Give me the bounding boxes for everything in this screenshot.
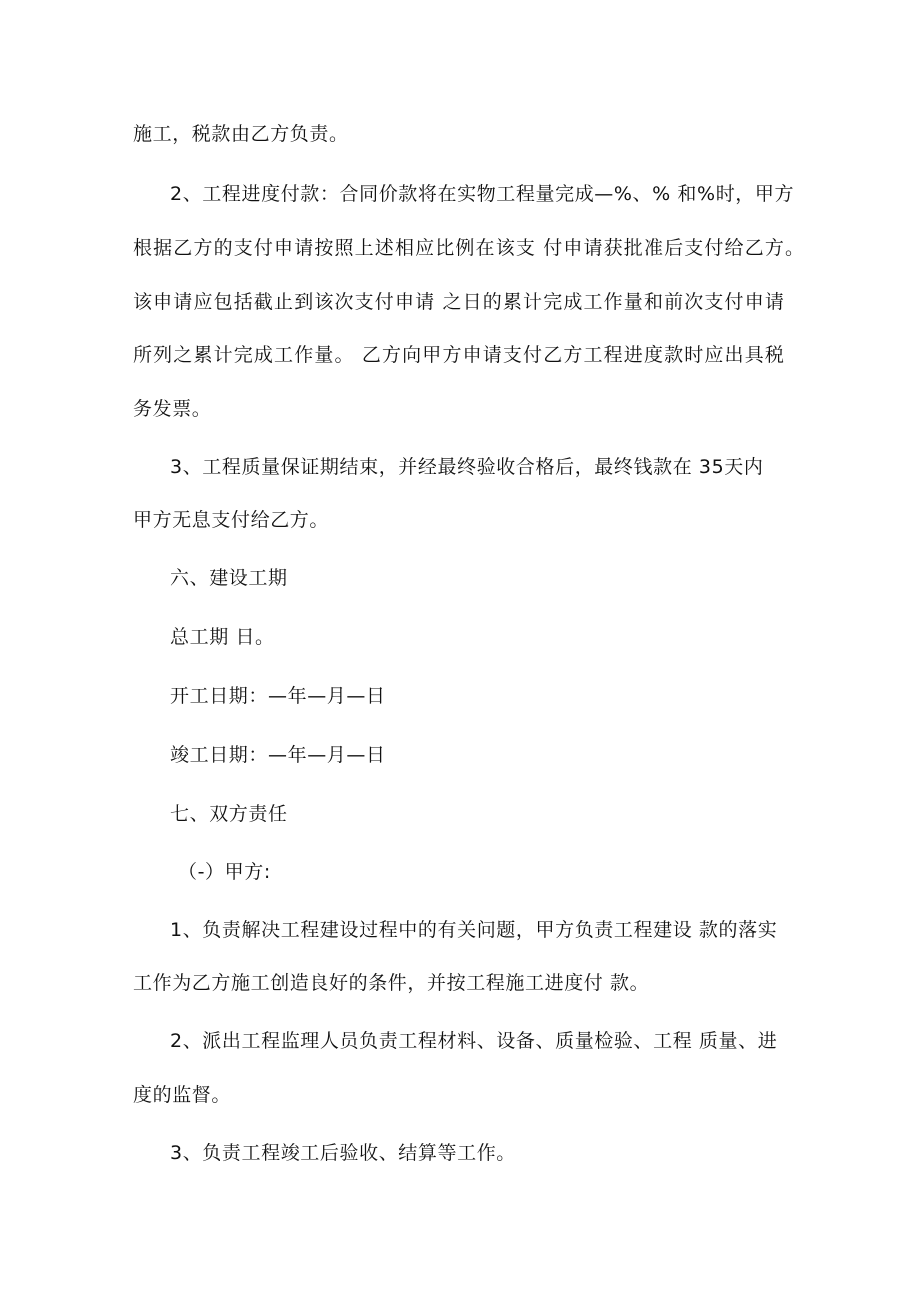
text-line: 务发票。	[133, 398, 212, 420]
text-line: 该申请应包括截止到该次支付申请 之日的累计完成工作量和前次支付申请	[133, 291, 785, 313]
text-line: 施工，税款由乙方负责。	[133, 123, 349, 145]
subheading-party-a: （-）甲方:	[178, 861, 271, 883]
text-line: 竣工日期：—年—月—日	[170, 744, 386, 766]
text-line: 3、工程质量保证期结束，并经最终验收合格后，最终钱款在 35天内	[170, 456, 764, 478]
text-line: 开工日期：—年—月—日	[170, 685, 386, 707]
heading-construction-period: 六、建设工期	[170, 567, 288, 589]
text-line: 根据乙方的支付申请按照上述相应比例在该支 付申请获批准后支付给乙方。	[133, 237, 806, 259]
text-line: 2、工程进度付款：合同价款将在实物工程量完成—%、% 和%时，甲方	[170, 183, 795, 205]
text-line: 1、负责解决工程建设过程中的有关问题，甲方负责工程建设 款的落实	[170, 919, 778, 941]
text-line: 工作为乙方施工创造良好的条件，并按工程施工进度付 款。	[133, 972, 650, 994]
text-line: 甲方无息支付给乙方。	[133, 509, 330, 531]
text-line: 3、负责工程竣工后验收、结算等工作。	[170, 1142, 516, 1164]
text-line: 总工期 日。	[170, 626, 275, 648]
text-line: 所列之累计完成工作量。 乙方向甲方申请支付乙方工程进度款时应出具税	[133, 344, 785, 366]
heading-responsibilities: 七、双方责任	[170, 803, 288, 825]
text-line: 度的监督。	[133, 1084, 232, 1106]
text-line: 2、派出工程监理人员负责工程材料、设备、质量检验、工程 质量、进	[170, 1030, 778, 1052]
